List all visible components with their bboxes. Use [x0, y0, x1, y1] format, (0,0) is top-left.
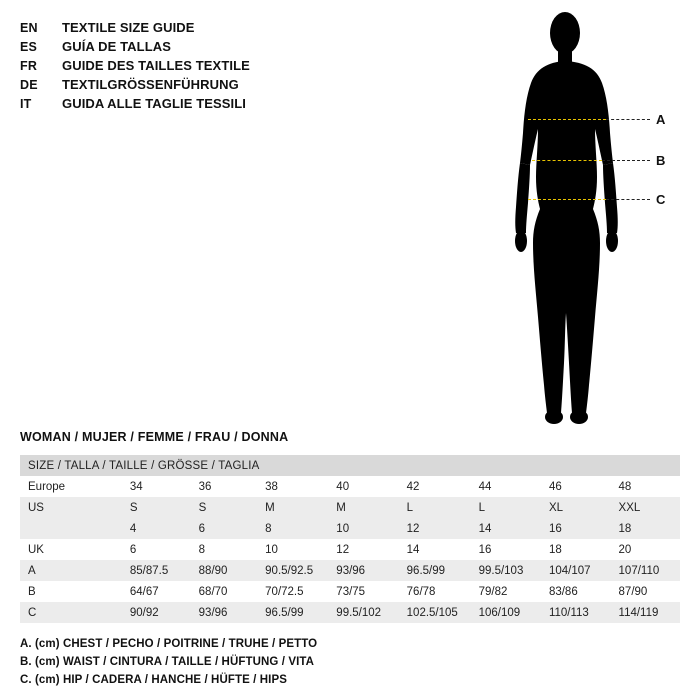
- row-label: A: [28, 564, 36, 577]
- title-text: TEXTILE SIZE GUIDE: [62, 20, 195, 35]
- title-row: [20, 58, 320, 75]
- chest-guide-line: [528, 119, 606, 120]
- cell: 107/110: [618, 564, 660, 577]
- cell: 16: [548, 522, 562, 535]
- cell: 87/90: [618, 585, 648, 598]
- cell: 44: [478, 480, 492, 493]
- female-silhouette-icon: [470, 5, 690, 435]
- row-label: C: [28, 606, 37, 619]
- cell: 10: [336, 522, 350, 535]
- cell: 36: [198, 480, 212, 493]
- cell: 106/109: [478, 606, 521, 619]
- legend-line-b: B. (cm) WAIST / CINTURA / TAILLE / HÜFTUNG / VITA: [20, 656, 315, 668]
- cell: L: [478, 501, 485, 514]
- measurement-legend: [20, 635, 317, 689]
- cell: 104/107: [548, 564, 591, 577]
- hip-guide-line: [528, 199, 606, 200]
- row-label: UK: [28, 543, 44, 556]
- table-row: [20, 581, 680, 602]
- hip-leader-line: [606, 199, 650, 200]
- cell: M: [336, 501, 346, 514]
- cell: 14: [406, 543, 420, 556]
- cell: M: [265, 501, 275, 514]
- cell: 14: [478, 522, 492, 535]
- cell: 48: [618, 480, 632, 493]
- cell: 93/96: [336, 564, 366, 577]
- title-row: [20, 96, 320, 113]
- table-row: [20, 497, 680, 518]
- legend-line-c: C. (cm) HIP / CADERA / HANCHE / HÜFTE / HIPS: [20, 674, 288, 686]
- cell: 83/86: [548, 585, 578, 598]
- table-row: [20, 476, 680, 497]
- cell: 4: [129, 522, 137, 535]
- language-code: ES: [20, 40, 38, 54]
- title-row: [20, 20, 320, 37]
- language-code: DE: [20, 78, 38, 92]
- cell: 20: [618, 543, 632, 556]
- title-row: [20, 77, 320, 94]
- cell: 12: [406, 522, 420, 535]
- cell: 46: [548, 480, 562, 493]
- table-header-row: [20, 455, 680, 476]
- cell: 85/87.5: [129, 564, 169, 577]
- title-row: [20, 39, 320, 56]
- table-row: [20, 539, 680, 560]
- title-text: TEXTILGRÖSSENFÜHRUNG: [62, 77, 239, 92]
- cell: 90/92: [129, 606, 159, 619]
- cell: 96.5/99: [406, 564, 446, 577]
- cell: 18: [618, 522, 632, 535]
- cell: 76/78: [406, 585, 436, 598]
- language-code: FR: [20, 59, 38, 73]
- cell: 114/119: [618, 606, 659, 619]
- cell: 90.5/92.5: [265, 564, 314, 577]
- cell: 93/96: [198, 606, 228, 619]
- size-table: [20, 455, 680, 623]
- cell: 8: [198, 543, 206, 556]
- legend-line-a: A. (cm) CHEST / PECHO / POITRINE / TRUHE / PETTO: [20, 638, 318, 650]
- chest-leader-line: [606, 119, 650, 120]
- cell: 96.5/99: [265, 606, 304, 619]
- cell: 42: [406, 480, 420, 493]
- row-label: [20, 518, 122, 539]
- cell: 110/113: [548, 606, 589, 619]
- title-text: GUIDA ALLE TAGLIE TESSILI: [62, 96, 247, 111]
- cell: 102.5/105: [406, 606, 458, 619]
- row-label: Europe: [28, 480, 66, 493]
- language-code: IT: [20, 97, 32, 111]
- cell: 6: [129, 543, 137, 556]
- waist-label-b: B: [656, 153, 666, 168]
- cell: 40: [336, 480, 350, 493]
- language-code: EN: [20, 21, 38, 35]
- chest-label-a: A: [656, 112, 666, 127]
- cell: 34: [129, 480, 143, 493]
- cell: 8: [265, 522, 272, 535]
- cell: 99.5/103: [478, 564, 524, 577]
- cell: 88/90: [198, 564, 228, 577]
- cell: 73/75: [336, 585, 366, 598]
- cell: S: [129, 501, 138, 514]
- waist-guide-line: [532, 160, 602, 161]
- cell: 68/70: [198, 585, 228, 598]
- row-label: US: [28, 501, 44, 514]
- cell: L: [406, 501, 414, 514]
- cell: 10: [265, 543, 278, 556]
- cell: 18: [548, 543, 562, 556]
- cell: 79/82: [478, 585, 508, 598]
- table-row: [20, 560, 680, 581]
- title-text: GUIDE DES TAILLES TEXTILE: [62, 58, 250, 73]
- cell: 12: [336, 543, 350, 556]
- cell: XL: [548, 501, 564, 514]
- title-block: [20, 20, 320, 115]
- table-caption: WOMAN / MUJER / FEMME / FRAU / DONNA: [20, 430, 289, 444]
- table-row: [20, 602, 680, 623]
- table-header-label: SIZE / TALLA / TAILLE / GRÖSSE / TAGLIA: [28, 459, 260, 472]
- title-text: GUÍA DE TALLAS: [62, 39, 172, 54]
- cell: 70/72.5: [265, 585, 304, 598]
- cell: 6: [198, 522, 206, 535]
- cell: 38: [265, 480, 278, 493]
- cell: 64/67: [129, 585, 159, 598]
- cell: S: [198, 501, 207, 514]
- table-row: [20, 518, 680, 539]
- female-body-figure: [470, 5, 690, 435]
- waist-leader-line: [602, 160, 650, 161]
- row-label: B: [28, 585, 36, 598]
- cell: 16: [478, 543, 492, 556]
- cell: 99.5/102: [336, 606, 382, 619]
- hip-label-c: C: [656, 192, 666, 207]
- cell: XXL: [618, 501, 641, 514]
